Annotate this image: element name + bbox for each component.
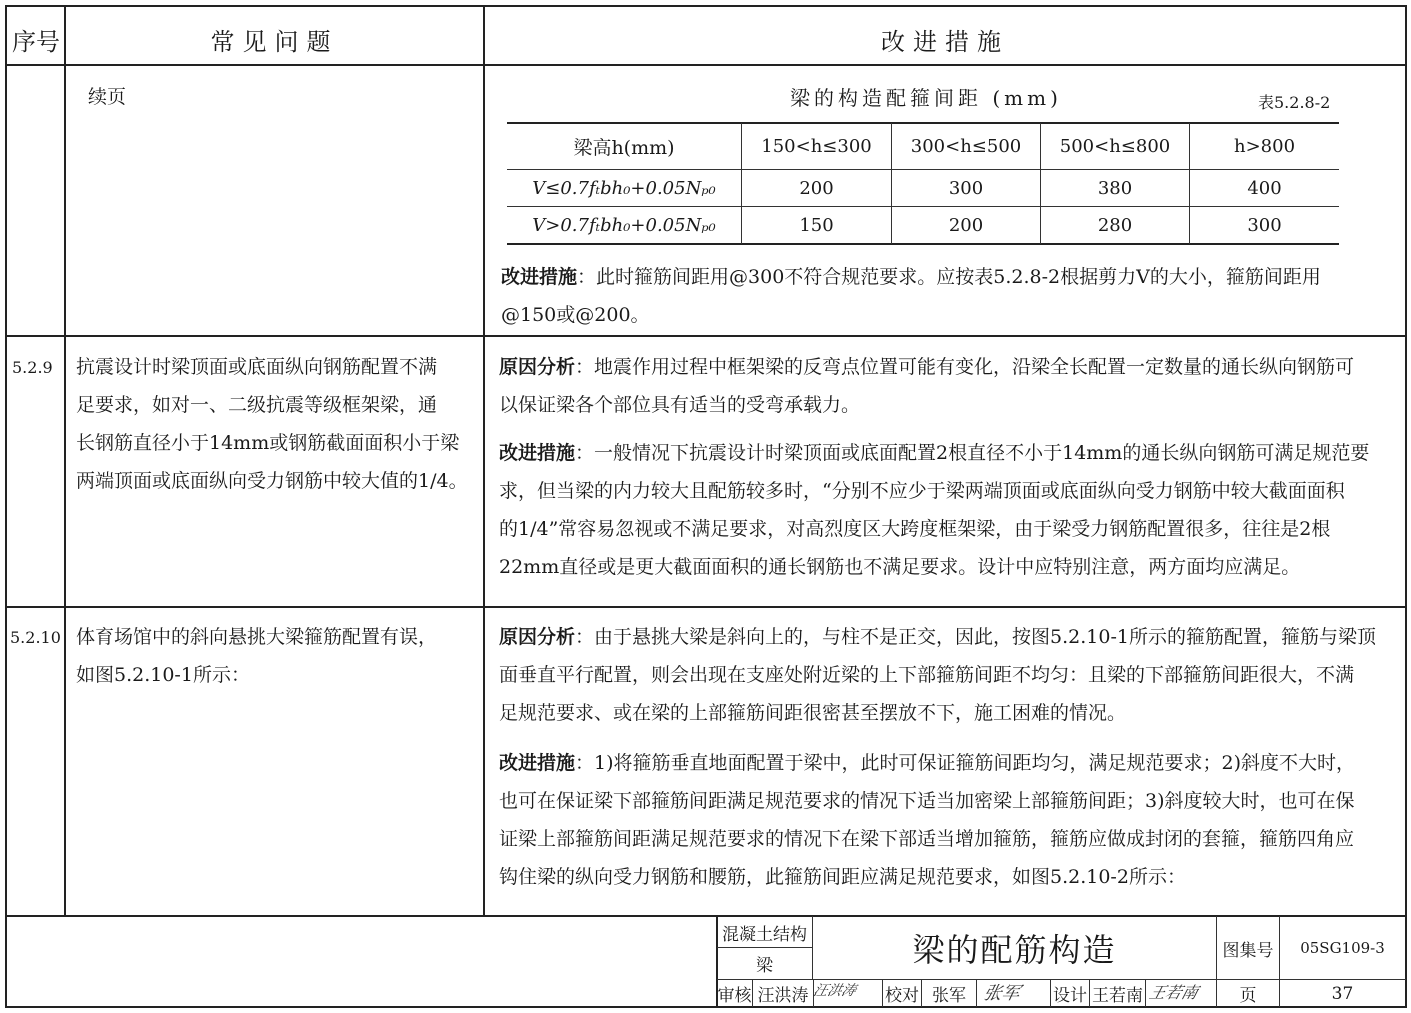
drawing-title: 梁的配筋构造 xyxy=(912,931,1117,969)
header-seq: 序号 xyxy=(12,28,60,56)
tr1-v4: 400 xyxy=(1247,177,1282,199)
row1-bottom-line xyxy=(5,335,1407,337)
table-ref: 表5.2.8-2 xyxy=(1258,93,1331,112)
tr1-v1: 200 xyxy=(799,177,834,199)
row3-measure-label: 改进措施 xyxy=(499,752,576,774)
tb-review-label: 审核 xyxy=(717,986,752,1006)
col-seq-divider xyxy=(64,5,66,917)
tb-design-label: 设计 xyxy=(1053,986,1087,1006)
frame-top xyxy=(5,5,1407,7)
row3-cause: 原因分析：由于悬挑大梁是斜向上的，与柱不是正交，因此，按图5.2.10-1所示的箍筋配置，箍筋与梁顶 面垂直平行配置，则会出现在支座处附近梁的上下部箍筋间距不均匀：且梁的下部箍筋间距很大，不满 足规范要求、或在梁的上部箍筋间距很密甚至摆放不下，施工困难的情况。 xyxy=(499,626,1376,724)
tr2-v2: 200 xyxy=(948,214,984,236)
tb-category: 混凝土结构 xyxy=(722,924,807,945)
row2-seq: 5.2.9 xyxy=(12,358,53,377)
tb-atlas-label: 图集号 xyxy=(1222,940,1274,961)
row3-seq: 5.2.10 xyxy=(10,628,61,647)
tb-atlas-no: 05SG109-3 xyxy=(1300,939,1385,957)
reviewer-signature: 汪洪涛 xyxy=(811,983,858,999)
row2-measure-label: 改进措施 xyxy=(499,442,576,464)
th-beam-height: 梁高h(mm) xyxy=(573,137,675,159)
tb-subcategory: 梁 xyxy=(756,956,773,976)
tb-check-label: 校对 xyxy=(885,986,919,1006)
row3-measure: 改进措施：1)将箍筋垂直地面配置于梁中，此时可保证箍筋间距均匀，满足规范要求；2)斜度不大时， 也可在保证梁下部箍筋间距满足规范要求的情况下适当加密梁上部箍筋间距；3)斜度较大时，也可在保 证梁上部箍筋间距满足规范要求的情况下在梁下部适当增加箍筋，箍筋应做成封闭的套箍，箍筋四角应 钩住梁的纵向受力钢筋和腰筋，此箍筋间距应满足规范要求，如图5.2.10-2所示： xyxy=(499,752,1356,888)
row2-measure: 改进措施：一般情况下抗震设计时梁顶面或底面配置2根直径不小于14mm的通长纵向钢筋可满足规范要 求，但当梁的内力较大且配筋较多时，“分别不应少于梁两端顶面或底面纵向受力钢筋中较大截面面积 的1/4”常容易忽视或不满足要求，对高烈度区大跨度框架梁，由于梁受力钢筋配置很多，往往是2根 22mm直径或是更大截面面积的通长钢筋也不满足要求。设计中应特别注意，两方面均应满足。 xyxy=(499,442,1370,578)
th-range-3: 500<h≤800 xyxy=(1059,136,1171,157)
frame-left xyxy=(5,5,7,1008)
tb-checker: 张军 xyxy=(932,986,966,1006)
tr2-v4: 300 xyxy=(1247,214,1282,236)
th-range-1: 150<h≤300 xyxy=(761,136,872,157)
row1-measure-label: 改进措施 xyxy=(501,266,578,288)
tr2-v3: 280 xyxy=(1097,214,1133,236)
col-problem-divider xyxy=(483,5,485,917)
row2-cause: 原因分析：地震作用过程中框架梁的反弯点位置可能有变化，沿梁全长配置一定数量的通长纵向钢筋可 以保证梁各个部位具有适当的受弯承载力。 xyxy=(499,356,1355,416)
tb-page-label: 页 xyxy=(1239,986,1257,1006)
checker-signature: 张军 xyxy=(981,983,1022,1004)
th-range-2: 300<h≤500 xyxy=(910,136,1022,157)
row3-cause-label: 原因分析 xyxy=(499,626,576,648)
tb-designer: 王若南 xyxy=(1092,986,1143,1006)
tr1-v3: 380 xyxy=(1097,177,1133,199)
frame-bottom xyxy=(5,1006,1407,1008)
row1-measure: 改进措施：此时箍筋间距用@300不符合规范要求。应按表5.2.8-2根据剪力V的大小，箍筋间距用 @150或@200。 xyxy=(501,266,1321,326)
frame-right xyxy=(1405,5,1407,1008)
header-bottom-line xyxy=(5,64,1407,66)
th-range-4: h>800 xyxy=(1233,136,1296,157)
row2-bottom-line xyxy=(5,606,1407,608)
tb-page-no: 37 xyxy=(1331,983,1354,1004)
row3-problem: 体育场馆中的斜向悬挑大梁箍筋配置有误， 如图5.2.10-1所示： xyxy=(76,626,438,686)
tr1-condition: V≤0.7fₜbh₀+0.05Nₚ₀ xyxy=(532,177,716,199)
header-problem: 常见问题 xyxy=(210,28,339,56)
row2-cause-label: 原因分析 xyxy=(499,356,576,378)
tb-reviewer: 汪洪涛 xyxy=(757,986,809,1006)
tr1-v2: 300 xyxy=(948,177,984,199)
header-measure: 改进措施 xyxy=(881,28,1009,56)
continued-label: 续页 xyxy=(88,86,127,108)
designer-signature: 王若南 xyxy=(1147,983,1201,1002)
tr2-condition: V>0.7fₜbh₀+0.05Nₚ₀ xyxy=(532,214,716,236)
table-title: 梁的构造配箍间距 (mm) xyxy=(790,86,1062,110)
row2-problem: 抗震设计时梁顶面或底面纵向钢筋配置不满 足要求，如对一、二级抗震等级框架梁，通 长钢筋直径小于14mm或钢筋截面面积小于梁 两端顶面或底面纵向受力钢筋中较大值的1/4。 xyxy=(76,356,468,492)
tr2-v1: 150 xyxy=(799,214,834,236)
